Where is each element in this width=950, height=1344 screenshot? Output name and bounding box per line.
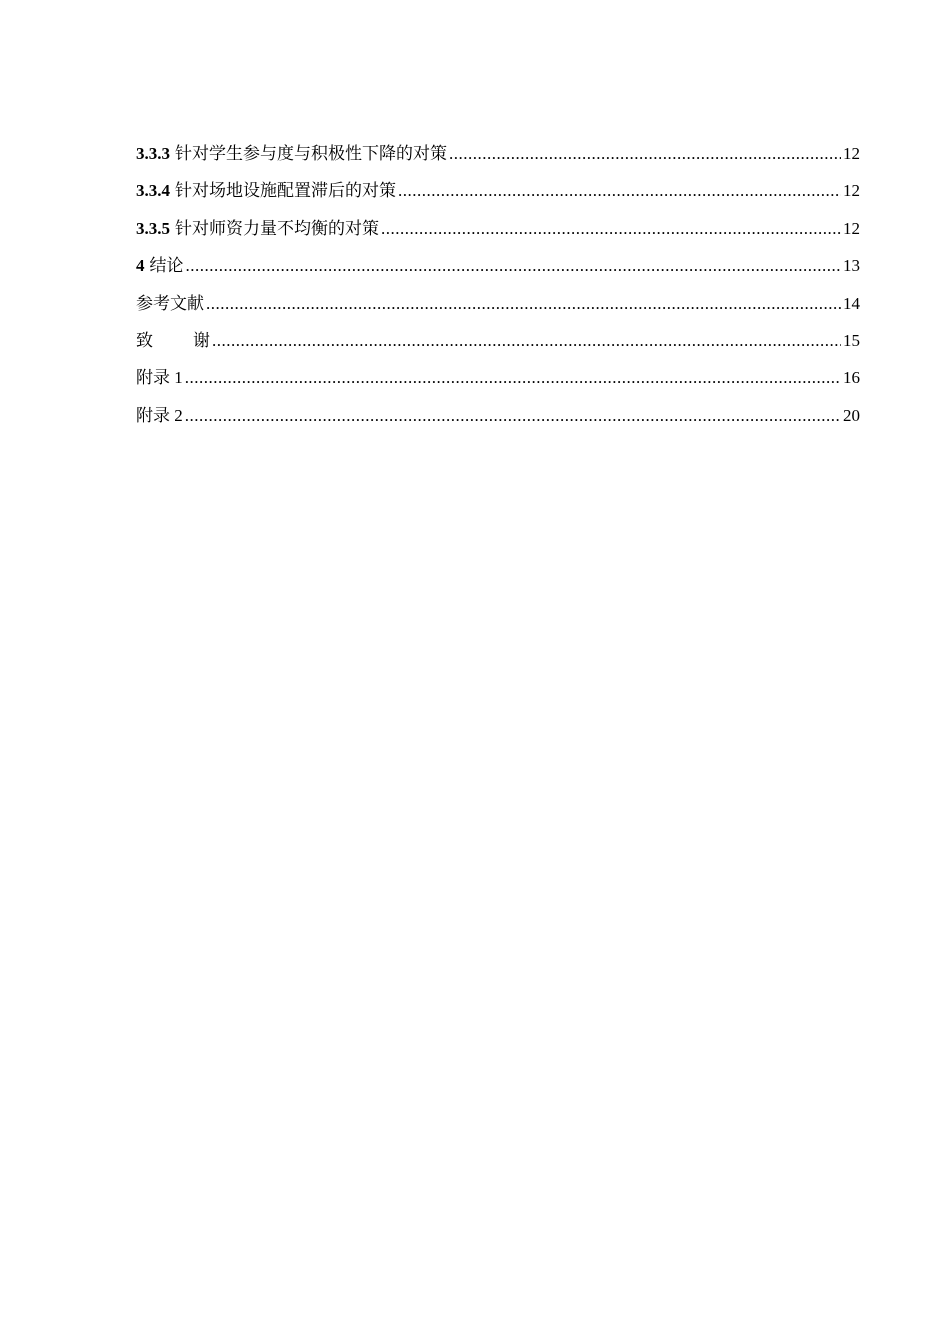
toc-entry-title: 附录 2 xyxy=(136,405,183,425)
toc-entry-number: 3.3.5 xyxy=(136,218,170,238)
toc-entry-title: 针对场地设施配置滞后的对策 xyxy=(175,181,396,201)
toc-entry-page: 12 xyxy=(843,181,860,201)
toc-entry-number: 4 xyxy=(136,256,145,276)
toc-entry-conclusion[interactable] xyxy=(136,254,860,291)
toc-entry-references[interactable] xyxy=(136,292,860,329)
toc-dot-leader xyxy=(186,254,842,278)
toc-entry-acknowledgements[interactable] xyxy=(136,329,860,366)
toc-entry-title xyxy=(136,329,210,353)
toc-entry-3-3-3[interactable] xyxy=(136,142,860,179)
table-of-contents xyxy=(136,142,860,441)
toc-entry-page: 13 xyxy=(843,256,860,276)
toc-entry-appendix-1[interactable] xyxy=(136,366,860,403)
toc-entry-appendix-2[interactable] xyxy=(136,404,860,441)
toc-dot-leader xyxy=(398,179,841,203)
toc-entry-page: 16 xyxy=(843,368,860,388)
toc-entry-title-part-a: 致 xyxy=(136,330,153,350)
toc-entry-title-part-b: 谢 xyxy=(193,330,210,350)
toc-entry-title: 结论 xyxy=(149,256,184,276)
toc-dot-leader xyxy=(185,404,841,428)
toc-entry-page: 12 xyxy=(843,144,860,163)
toc-entry-page: 20 xyxy=(843,405,860,425)
toc-entry-title: 附录 1 xyxy=(136,368,183,388)
toc-dot-leader xyxy=(381,217,841,241)
toc-dot-leader xyxy=(449,142,841,166)
toc-entry-title: 针对师资力量不均衡的对策 xyxy=(175,218,379,238)
toc-entry-number: 3.3.3 xyxy=(136,144,170,163)
toc-entry-page: 12 xyxy=(843,218,860,238)
toc-entry-title: 参考文献 xyxy=(136,293,204,313)
toc-entry-title: 针对学生参与度与积极性下降的对策 xyxy=(175,144,447,163)
toc-dot-leader xyxy=(185,366,841,390)
toc-entry-page: 14 xyxy=(843,293,860,313)
toc-entry-number: 3.3.4 xyxy=(136,181,170,201)
toc-dot-leader xyxy=(212,329,841,353)
toc-entry-3-3-4[interactable] xyxy=(136,179,860,216)
toc-entry-3-3-5[interactable] xyxy=(136,217,860,254)
toc-dot-leader xyxy=(206,292,841,316)
toc-entry-page: 15 xyxy=(843,330,860,350)
